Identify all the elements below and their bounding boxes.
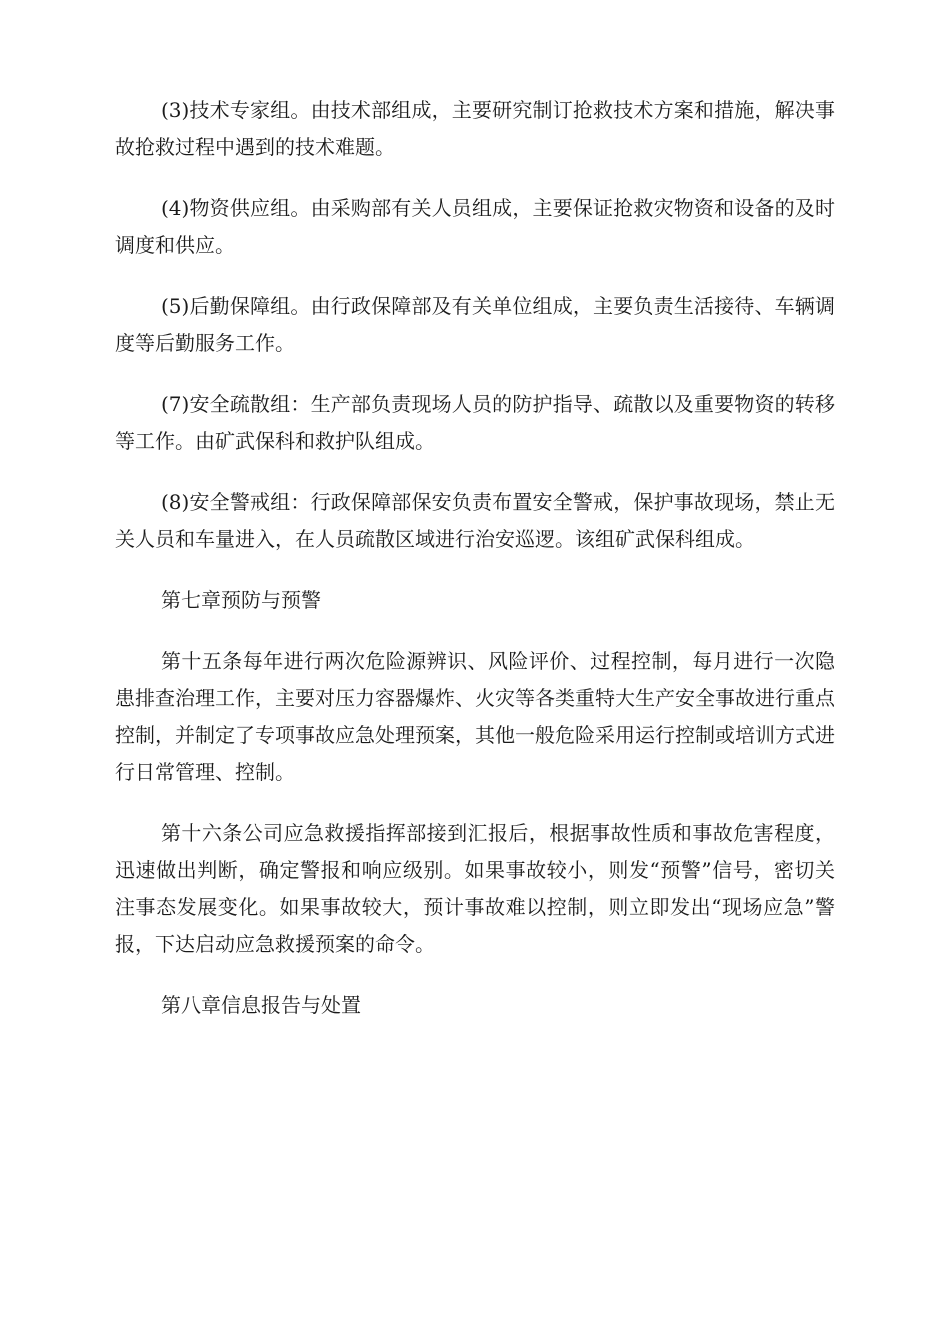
paragraph-safety-evacuation-group: (7)安全疏散组：生产部负责现场人员的防护指导、疏散以及重要物资的转移等工作。由矿武保科和救护队组成。 <box>115 392 835 453</box>
paragraph-article-16: 第十六条公司应急救援指挥部接到汇报后，根据事故性质和事故危害程度，迅速做出判断，确定警报和响应级别。如果事故较小，则发“预警”信号，密切关注事态发展变化。如果事故较大，预计事故难以控制，则立即发出“现场应急”警报，下达启动应急救援预案的命令。 <box>115 821 835 956</box>
chapter-heading-7: 第七章预防与预警 <box>161 588 321 612</box>
chapter-heading-8: 第八章信息报告与处置 <box>161 993 361 1017</box>
paragraph-technical-expert-group: (3)技术专家组。由技术部组成，主要研究制订抢救技术方案和措施，解决事故抢救过程中遇到的技术难题。 <box>115 98 835 159</box>
document-body <box>115 92 835 1048</box>
paragraph-logistics-support-group: (5)后勤保障组。由行政保障部及有关单位组成，主要负责生活接待、车辆调度等后勤服务工作。 <box>115 294 835 355</box>
paragraph-article-15: 第十五条每年进行两次危险源辨识、风险评价、过程控制，每月进行一次隐患排查治理工作，主要对压力容器爆炸、火灾等各类重特大生产安全事故进行重点控制，并制定了专项事故应急处理预案，其他一般危险采用运行控制或培训方式进行日常管理、控制。 <box>115 649 835 784</box>
paragraph-material-supply-group: (4)物资供应组。由采购部有关人员组成，主要保证抢救灾物资和设备的及时调度和供应。 <box>115 196 835 257</box>
paragraph-safety-alert-group: (8)安全警戒组：行政保障部保安负责布置安全警戒，保护事故现场，禁止无关人员和车量进入，在人员疏散区域进行治安巡逻。该组矿武保科组成。 <box>115 490 835 551</box>
